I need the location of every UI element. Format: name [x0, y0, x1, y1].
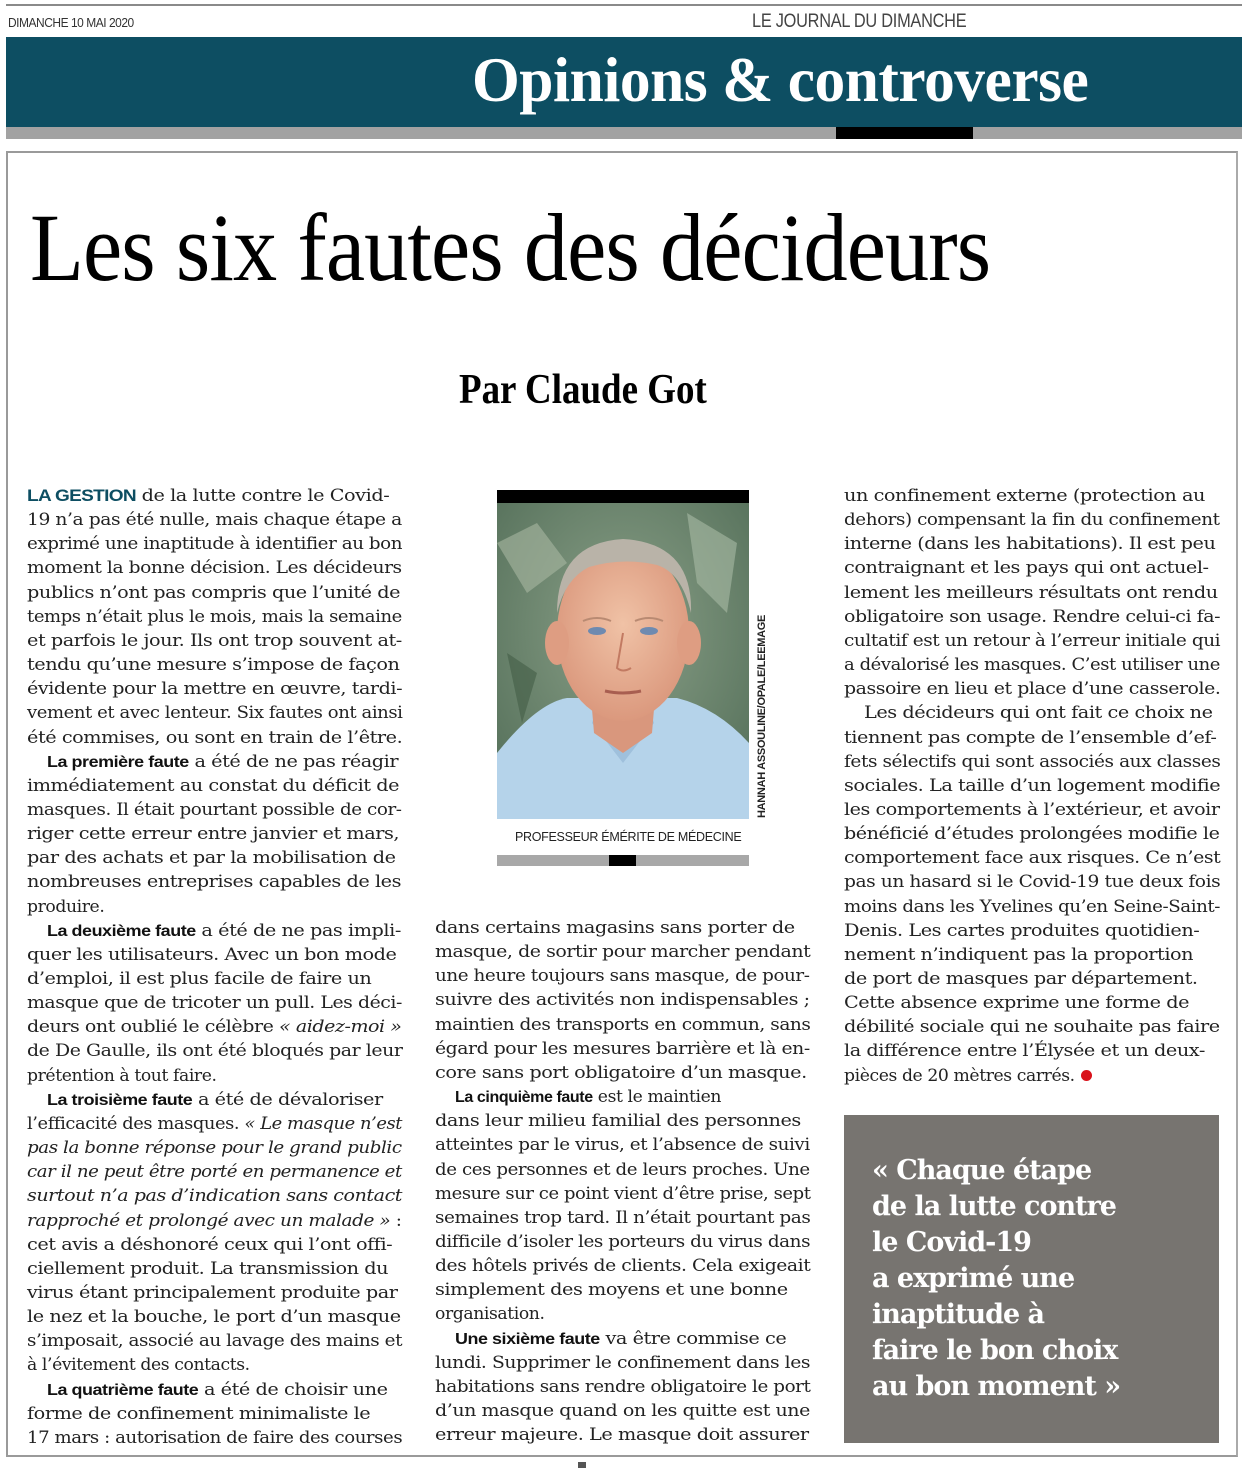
- body-text: de De Gaulle, ils ont été bloqués par leur: [27, 1041, 403, 1062]
- fault-kicker: La quatrième faute: [47, 1381, 199, 1399]
- text-line: [844, 677, 1220, 701]
- issue-date: DIMANCHE 10 MAI 2020: [8, 15, 134, 30]
- quoted-text: surtout n’a pas d’indication sans contact: [27, 1186, 403, 1207]
- text-line: [27, 1281, 398, 1305]
- body-text: a été de ne pas réagir: [188, 751, 399, 772]
- text-line: [27, 1329, 402, 1353]
- photo-credit: HANNAH ASSOULINE/OPALE/LEEMAGE: [756, 614, 768, 818]
- text-line: [435, 1133, 810, 1157]
- body-text: de ces personnes et de leurs proches. Une: [435, 1159, 810, 1180]
- quoted-text: « aidez-moi »: [279, 1017, 402, 1038]
- fault-kicker: Une sixième faute: [455, 1330, 600, 1348]
- text-line: [27, 677, 402, 701]
- body-text: vement et avec lenteur. Six fautes ont ainsi: [27, 703, 403, 724]
- text-line: [27, 653, 399, 677]
- body-text: l’efficacité des masques.: [27, 1113, 245, 1134]
- text-line: [47, 919, 401, 943]
- body-text: difficile d’isoler les porteurs du virus dans: [435, 1231, 811, 1252]
- body-text: s’imposait, associé au lavage des mains et: [27, 1331, 403, 1352]
- caption-bar-mark: [609, 855, 636, 866]
- text-line: [27, 581, 400, 605]
- text-line: [27, 846, 396, 870]
- text-line: [455, 1327, 786, 1351]
- text-line: [27, 943, 397, 967]
- text-line: [844, 1015, 1220, 1039]
- text-line: [844, 484, 1205, 508]
- section-banner: [6, 37, 1242, 127]
- pull-quote-box: [844, 1115, 1219, 1443]
- text-line: [435, 1206, 810, 1230]
- body-text: prétention à tout faire.: [27, 1065, 217, 1086]
- body-text: :: [390, 1210, 402, 1231]
- frame-bottom-mark: [578, 1462, 586, 1468]
- body-text: lement les meilleurs résultats ont rendu: [844, 582, 1218, 603]
- body-text: de la lutte contre le Covid-: [135, 486, 390, 506]
- text-line: [27, 822, 399, 846]
- body-text: organisation.: [435, 1304, 545, 1325]
- text-line: [844, 750, 1220, 774]
- text-line: [435, 1351, 810, 1375]
- text-line: [844, 556, 1209, 580]
- body-text: tiennent pas compte de l’ensemble d’ef-: [844, 727, 1217, 748]
- text-line: [435, 964, 810, 988]
- body-text: tendu qu’une mesure s’impose de façon: [27, 655, 400, 676]
- body-text: masque, de sortir pour marcher pendant: [435, 942, 811, 963]
- text-line: [27, 1353, 250, 1377]
- body-text: riger cette erreur entre janvier et mars,: [27, 824, 400, 845]
- body-text: a été de ne pas impli-: [195, 920, 401, 941]
- quoted-text: pas la bonne réponse pour le grand public: [27, 1138, 402, 1159]
- pull-quote-line: a exprimé une: [872, 1263, 1075, 1294]
- text-line: [435, 916, 795, 940]
- text-line: [844, 508, 1220, 532]
- body-text: par des achats et par la mobilisation de: [27, 848, 396, 869]
- text-line: [27, 1015, 401, 1039]
- body-text: mesure sur ce point vient d’être prise, sept: [435, 1183, 811, 1204]
- body-text: forme de confinement minimaliste le: [27, 1403, 371, 1424]
- body-text: Cette absence exprime une forme de: [844, 993, 1190, 1014]
- portrait-illustration: [497, 503, 749, 819]
- text-line: [27, 532, 402, 556]
- text-line: [27, 1136, 402, 1160]
- body-text: est le maintien: [592, 1087, 722, 1108]
- text-line: [27, 991, 402, 1015]
- text-line: [27, 1064, 217, 1088]
- fault-kicker: La première faute: [47, 753, 189, 771]
- photo-top-bar: [497, 490, 749, 503]
- pull-quote-line: faire le bon choix: [872, 1335, 1118, 1366]
- text-line: [27, 1184, 402, 1208]
- text-line: [27, 701, 403, 725]
- body-text: nombreuses entreprises capables de les: [27, 872, 402, 893]
- text-line: [27, 870, 401, 894]
- author-portrait: [497, 503, 749, 819]
- body-text: a été de dévaloriser: [192, 1089, 383, 1110]
- lead-in: LA GESTION: [27, 486, 136, 505]
- text-line: [844, 846, 1220, 870]
- body-text: un confinement externe (protection au: [844, 486, 1205, 506]
- body-text: les comportements à l’extérieur, et avoir: [844, 799, 1220, 820]
- text-line: [27, 726, 402, 750]
- pull-quote-line: inaptitude à: [872, 1299, 1045, 1330]
- body-text: erreur majeure. Le masque doit assurer: [435, 1425, 809, 1446]
- body-text: la différence entre l’Élysée et un deux-: [844, 1041, 1205, 1062]
- text-line: [27, 1160, 402, 1184]
- body-text: publics n’ont pas compris que l’unité de: [27, 582, 401, 603]
- body-text: dans leur milieu familial des personnes: [435, 1111, 801, 1132]
- body-text: comportement face aux risques. Ce n’est: [844, 848, 1221, 869]
- body-text: interne (dans les habitations). Il est peu: [844, 534, 1216, 555]
- body-text: été commises, ou sont en train de l’être.: [27, 727, 403, 748]
- section-title: Opinions & controverse: [472, 44, 1089, 115]
- newspaper-name: LE JOURNAL DU DIMANCHE: [752, 11, 967, 32]
- body-text: lundi. Supprimer le confinement dans les: [435, 1352, 811, 1373]
- text-line: [844, 1064, 1092, 1088]
- body-text: quer les utilisateurs. Avec un bon mode: [27, 944, 397, 965]
- body-text: dans certains magasins sans porter de: [435, 918, 795, 938]
- fault-kicker: La cinquième faute: [455, 1089, 593, 1107]
- text-line: [844, 822, 1219, 846]
- banner-underline: [6, 127, 1242, 139]
- body-text: débilité sociale qui ne souhaite pas faire: [844, 1017, 1220, 1038]
- body-text: sociales. La taille d’un logement modifie: [844, 775, 1221, 796]
- text-line: [864, 701, 1213, 725]
- text-line: [27, 798, 402, 822]
- text-line: [844, 653, 1220, 677]
- text-line: [435, 1254, 810, 1278]
- text-line: [27, 1112, 402, 1136]
- end-of-article-dot-icon: [1081, 1070, 1092, 1081]
- body-text: masque que de tricoter un pull. Les déci-: [27, 993, 402, 1014]
- body-text: exprimé une inaptitude à identifier au bon: [27, 534, 403, 555]
- body-text: deurs ont oublié le célèbre: [27, 1017, 280, 1038]
- text-line: [844, 967, 1198, 991]
- body-text: obligatoire son usage. Rendre celui-ci fa-: [844, 606, 1221, 627]
- text-line: [47, 1088, 383, 1112]
- body-text: de port de masques par département.: [844, 969, 1198, 989]
- body-text: contraignant et les pays qui ont actuel-: [844, 558, 1209, 579]
- body-text: produire.: [27, 896, 105, 917]
- text-line: [27, 508, 402, 532]
- text-line: [27, 1305, 401, 1329]
- text-line: [844, 798, 1220, 822]
- body-text: Denis. Les cartes produites quotidien-: [844, 920, 1200, 941]
- pull-quote-line: au bon moment »: [872, 1371, 1121, 1402]
- body-text: masques. Il était pourtant possible de cor-: [27, 799, 402, 820]
- banner-underline-mark: [836, 127, 973, 139]
- body-text: fets sélectifs qui sont associés aux classes: [844, 751, 1221, 772]
- text-line: [844, 581, 1218, 605]
- body-text: égard pour les mesures barrière et là en-: [435, 1038, 810, 1059]
- body-text: ciellement produit. La transmission du: [27, 1258, 389, 1279]
- text-line: [27, 774, 399, 798]
- text-line: [844, 726, 1216, 750]
- body-text: dehors) compensant la fin du confinement: [844, 510, 1220, 531]
- text-line: [27, 605, 402, 629]
- pull-quote-line: « Chaque étape: [872, 1155, 1092, 1186]
- quoted-text: « Le masque n’est: [244, 1113, 403, 1134]
- body-text: cultatif est un retour à l’erreur initiale qui: [844, 630, 1221, 651]
- text-line: [844, 943, 1193, 967]
- quoted-text: car il ne peut être porté en permanence et: [27, 1162, 402, 1183]
- body-text: a dévalorisé les masques. C’est utiliser une: [844, 655, 1220, 676]
- body-text: habitations sans rendre obligatoire le port: [435, 1376, 811, 1397]
- body-text: Les décideurs qui ont fait ce choix ne: [864, 703, 1213, 724]
- text-line: [844, 870, 1220, 894]
- body-text: passoire en lieu et place d’une casserole.: [844, 679, 1221, 700]
- text-line: [27, 1257, 388, 1281]
- pull-quote-line: le Covid-19: [872, 1227, 1031, 1258]
- text-line: [27, 1209, 402, 1233]
- body-text: virus étant principalement produite par: [27, 1282, 398, 1303]
- fault-kicker: La troisième faute: [47, 1091, 193, 1109]
- text-line: [455, 1085, 721, 1109]
- text-line: [27, 1402, 370, 1426]
- body-text: 17 mars : autorisation de faire des courses: [27, 1427, 403, 1448]
- text-line: [27, 1233, 392, 1257]
- byline: Par Claude Got: [459, 367, 707, 413]
- text-line: [435, 1061, 807, 1085]
- text-line: [844, 629, 1220, 653]
- text-line: [47, 1378, 388, 1402]
- text-line: [27, 967, 371, 991]
- text-line: [435, 1037, 810, 1061]
- body-text: temps n’était plus le mois, mais la semaine: [27, 606, 402, 627]
- text-line: [27, 1039, 402, 1063]
- body-text: moins dans les Yvelines qu’en Seine-Saint-: [844, 896, 1221, 917]
- body-text: à l’évitement des contacts.: [27, 1355, 250, 1376]
- text-line: [844, 919, 1199, 943]
- text-line: [435, 1399, 810, 1423]
- body-text: cet avis a déshonoré ceux qui l’ont offi-: [27, 1234, 393, 1255]
- body-text: d’un masque quand on les quitte est une: [435, 1401, 810, 1421]
- text-line: [27, 629, 402, 653]
- text-line: [27, 484, 389, 508]
- text-line: [844, 991, 1189, 1015]
- top-rule: [6, 4, 1242, 6]
- body-text: le nez et la bouche, le port d’un masque: [27, 1307, 401, 1328]
- text-line: [47, 750, 398, 774]
- text-line: [27, 556, 402, 580]
- body-text: atteintes par le virus, et l’absence de suivi: [435, 1135, 810, 1156]
- text-line: [435, 1109, 801, 1133]
- body-text: pièces de 20 mètres carrés.: [844, 1065, 1075, 1086]
- text-line: [435, 1278, 788, 1302]
- body-text: immédiatement au constat du déficit de: [27, 775, 400, 796]
- headline: Les six fautes des décideurs: [30, 194, 991, 301]
- body-text: maintien des transports en commun, sans: [435, 1014, 811, 1035]
- pull-quote: [872, 1153, 1120, 1405]
- text-line: [435, 1423, 809, 1447]
- text-line: [844, 774, 1220, 798]
- text-line: [844, 605, 1220, 629]
- text-line: [435, 1013, 810, 1037]
- body-text: suivre des activités non indispensables ;: [435, 990, 810, 1011]
- body-text: d’emploi, il est plus facile de faire un: [27, 969, 372, 989]
- body-text: semaines trop tard. Il n’était pourtant pas: [435, 1207, 811, 1228]
- body-text: nement n’indiquent pas la proportion: [844, 944, 1194, 965]
- text-line: [435, 1375, 810, 1399]
- text-line: [844, 895, 1220, 919]
- pull-quote-line: de la lutte contre: [872, 1191, 1116, 1222]
- body-text: des hôtels privés de clients. Cela exigeait: [435, 1256, 811, 1277]
- body-text: évidente pour la mettre en œuvre, tardi-: [27, 679, 403, 700]
- text-line: [435, 988, 810, 1012]
- body-text: et parfois le jour. Ils ont trop souvent at-: [27, 630, 402, 651]
- text-line: [27, 1426, 402, 1450]
- body-text: moment la bonne décision. Les décideurs: [27, 558, 402, 579]
- text-line: [435, 1230, 810, 1254]
- body-text: va être commise ce: [599, 1328, 787, 1349]
- text-line: [435, 940, 810, 964]
- text-line: [435, 1302, 545, 1326]
- text-line: [435, 1182, 811, 1206]
- text-line: [844, 532, 1215, 556]
- quoted-text: rapproché et prolongé avec un malade »: [27, 1210, 391, 1231]
- text-line: [435, 1158, 810, 1182]
- body-text: bénéficié d’études prolongées modifie le: [844, 824, 1220, 845]
- fault-kicker: La deuxième faute: [47, 922, 196, 940]
- text-line: [844, 1039, 1205, 1063]
- body-text: pas un hasard si le Covid-19 tue deux fois: [844, 872, 1221, 893]
- photo-caption: PROFESSEUR ÉMÉRITE DE MÉDECINE: [515, 830, 742, 844]
- text-line: [27, 895, 104, 919]
- body-text: a été de choisir une: [198, 1379, 388, 1400]
- body-text: core sans port obligatoire d’un masque.: [435, 1062, 807, 1083]
- body-text: 19 n’a pas été nulle, mais chaque étape a: [27, 510, 402, 531]
- body-text: simplement des moyens et une bonne: [435, 1280, 788, 1301]
- body-text: une heure toujours sans masque, de pour-: [435, 966, 810, 987]
